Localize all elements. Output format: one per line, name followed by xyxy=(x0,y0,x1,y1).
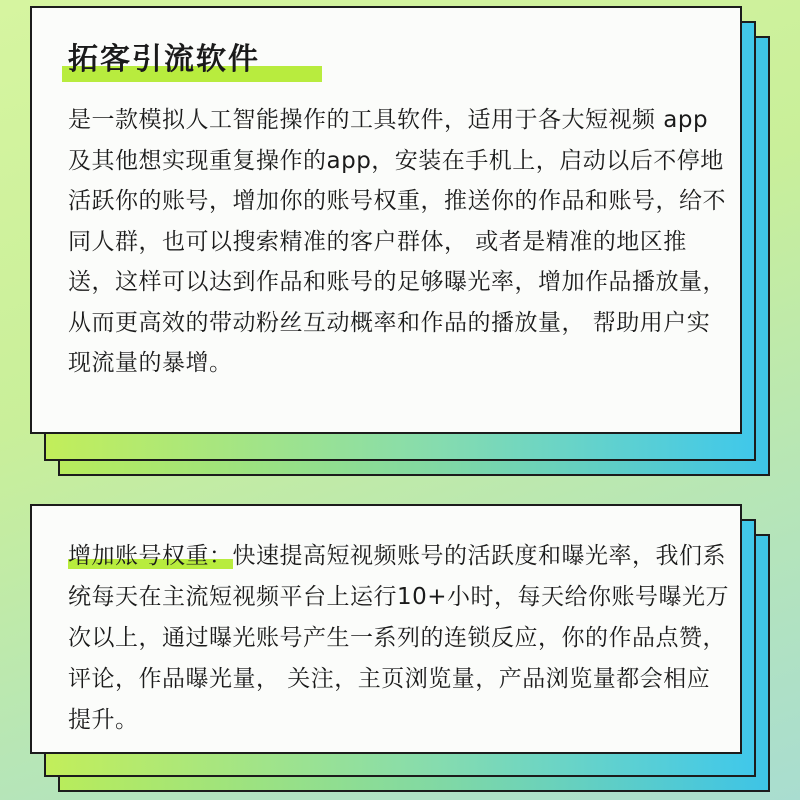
card-lead-body: 快速提高短视频账号的活跃度和曝光率，我们系统每天在主流短视频平台上运行10+小时，每天给你账号曝光万次以上，通过曝光账号产生一系列的连锁反应，你的作品点赞，评论，作品曝光量， 关注，主页浏览量，产品浏览量都会相应提升。 xyxy=(68,543,730,733)
feature-card-software xyxy=(30,6,790,478)
card-front xyxy=(30,6,742,434)
card-front xyxy=(30,504,742,754)
feature-card-weight xyxy=(30,504,790,796)
card-description xyxy=(68,536,732,741)
card-title: 拓客引流软件 xyxy=(68,42,260,77)
card-description: 是一款模拟人工智能操作的工具软件，适用于各大短视频 app及其他想实现重复操作的app，安装在手机上，启动以后不停地活跃你的账号，增加你的账号权重，推送你的作品和账号，给不同人群，也可以搜索精准的客户群体， 或者是精准的地区推送，这样可以达到作品和账号的足够曝光率，增加作品播放量，从而更高效的带动粉丝互动概率和作品的播放量， 帮助用户实现流量的暴增。 xyxy=(68,107,726,376)
card-lead-heading: 增加账号权重： xyxy=(68,543,233,569)
card-title-wrap xyxy=(68,34,260,78)
